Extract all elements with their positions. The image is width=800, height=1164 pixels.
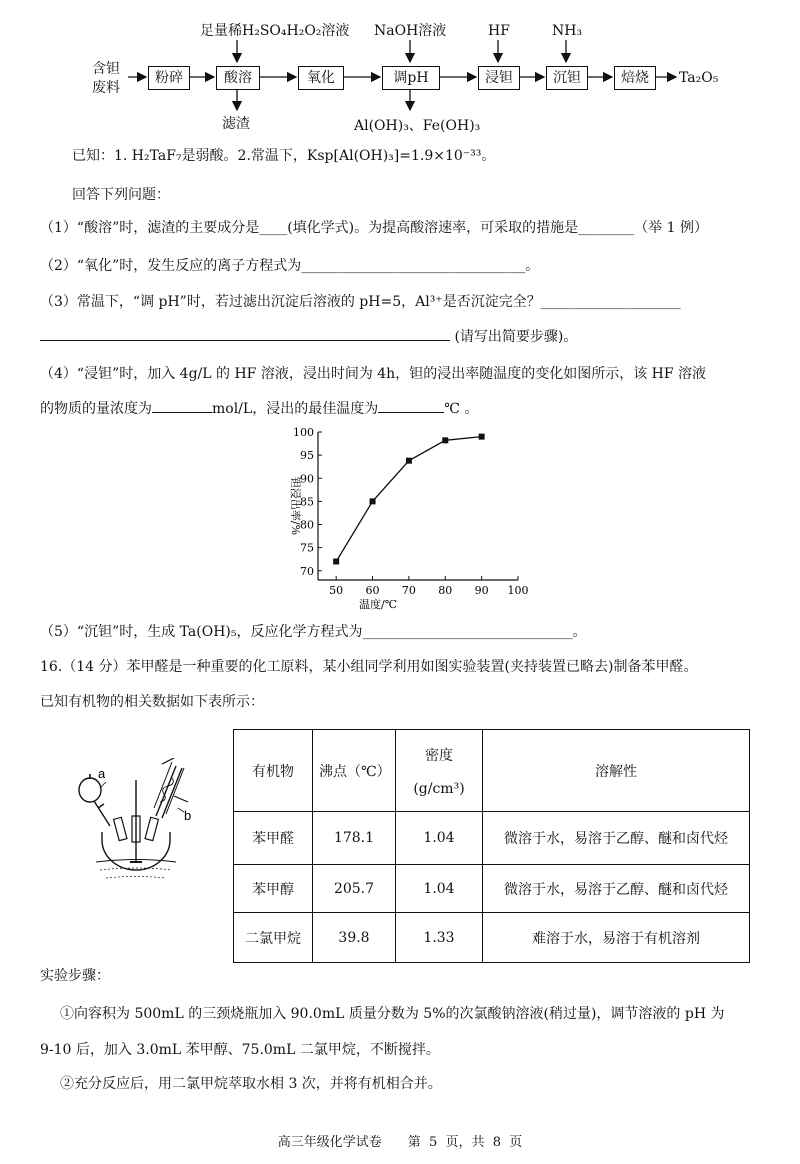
header-solubility: 溶解性 [483,730,750,812]
x-axis-label: 温度/℃ [358,598,398,611]
answer-blank [40,326,450,341]
chart-axes [318,432,518,580]
label-a: a [98,766,106,781]
step-oxidize: 氧化 [298,66,344,90]
question-4-line1: （4）“浸钽”时，加入 4g/L 的 HF 溶液，浸出时间为 4h，钽的浸出率随温度的变化如图所示，该 HF 溶液 [40,366,707,382]
data-point [442,437,448,443]
question-4-text-a: 的物质的量浓度为 [40,401,152,417]
residue-label: 滤渣 [222,116,250,132]
three-neck-flask-apparatus [60,758,210,898]
cell-solubility: 难溶于水，易溶于有机溶剂 [483,913,750,963]
step-1-line1: ①向容积为 500mL 的三颈烧瓶加入 90.0mL 质量分数为 5%的次氯酸钠溶液(稍过量)，调节溶液的 pH 为 [60,1006,725,1022]
header-boiling-point: 沸点（℃） [313,730,396,812]
question-16-line2: 已知有机物的相关数据如下表所示： [40,694,264,710]
product-ta2o5: Ta₂O₅ [679,70,719,86]
cell-density: 1.04 [396,812,483,865]
y-tick-label: 75 [300,541,314,555]
step-2: ②充分反应后，用二氯甲烷萃取水相 3 次，并将有机相合并。 [60,1076,442,1092]
x-tick-label: 90 [474,584,489,597]
x-tick-label: 50 [329,584,344,597]
cell-solubility: 微溶于水，易溶于乙醇、醚和卤代烃 [483,812,750,865]
y-tick-label: 85 [300,495,314,509]
question-4-text-b: mol/L，浸出的最佳温度为 [212,401,379,417]
answer-blank [378,398,444,413]
raw-material-line1: 含钽 [92,61,120,77]
reagent-acid: 足量稀H₂SO₄H₂O₂溶液 [200,23,350,39]
answer-prompt: 回答下列问题： [72,187,170,203]
reagent-naoh: NaOH溶液 [374,23,447,39]
header-density-label: 密度 [425,747,453,764]
table-header-row [234,730,750,812]
question-3-hint: (请写出简要步骤)。 [454,329,578,345]
raw-material-line2: 废料 [92,80,120,96]
steps-title: 实验步骤： [40,968,110,984]
data-point [406,458,412,464]
question-5: （5）“沉钽”时，生成 Ta(OH)₅，反应化学方程式为______________________________。 [40,624,587,640]
cell-compound: 二氯甲烷 [234,913,313,963]
question-16-line1: 16.（14 分）苯甲醛是一种重要的化工原料，某小组同学利用如图实验装置(夹持装置已略去)制备苯甲醛。 [40,659,698,675]
y-tick-label: 90 [300,472,314,486]
series-line [336,437,481,562]
label-b: b [184,808,192,823]
data-point [333,559,339,565]
data-point [370,498,376,504]
known-info: 已知：1. H₂TaF₇是弱酸。2.常温下，Ksp[Al(OH)₃]=1.9×10⁻³³。 [72,148,496,164]
question-3-line2 [40,326,577,347]
step-acid-dissolve: 酸溶 [216,66,260,90]
y-tick-label: 95 [300,449,314,463]
x-tick-label: 100 [507,584,529,597]
x-tick-label: 80 [438,584,453,597]
question-4-text-c: ℃ 。 [444,401,479,417]
cell-solubility: 微溶于水，易溶于乙醇、醚和卤代烃 [483,865,750,913]
step-1-line2: 9-10 后，加入 3.0mL 苯甲醇、75.0mL 二氯甲烷，不断搅拌。 [40,1042,440,1058]
cell-boiling-point: 178.1 [313,812,396,865]
y-tick-label: 80 [300,518,314,532]
leaching-rate-chart [278,420,538,615]
step-adjust-ph: 调pH [382,66,440,90]
table-row [234,812,750,865]
x-tick-label: 70 [401,584,416,597]
y-tick-label: 70 [300,564,314,578]
question-1: （1）“酸溶”时，滤渣的主要成分是____(填化学式)。为提高酸溶速率，可采取的措施是________（举 1 例） [40,220,708,236]
y-tick-label: 100 [293,426,314,439]
question-3-line1: （3）常温下，“调 pH”时，若过滤出沉淀后溶液的 pH=5，Al³⁺是否沉淀完全？____________________ [40,294,681,310]
step-roast: 焙烧 [614,66,656,90]
question-4-line2 [40,398,478,419]
page-footer: 高三年级化学试卷 第 5 页，共 8 页 [277,1135,523,1150]
header-density-unit: (g/cm³) [413,780,465,797]
question-2: （2）“氧化”时，发生反应的离子方程式为________________________________。 [40,258,540,274]
cell-compound: 苯甲醇 [234,865,313,913]
cell-compound: 苯甲醛 [234,812,313,865]
organics-data-table [233,729,750,963]
precipitate-label: Al(OH)₃、Fe(OH)₃ [354,118,481,134]
step-precipitate-ta: 沉钽 [546,66,588,90]
reagent-nh3: NH₃ [552,23,583,39]
y-axis-label: 钽浸出率/% [289,476,302,536]
data-point [479,434,485,440]
table-row [234,865,750,913]
header-compound: 有机物 [234,730,313,812]
answer-blank [152,398,212,413]
step-leach-ta: 浸钽 [478,66,520,90]
chart-ticks [293,426,529,597]
cell-boiling-point: 39.8 [313,913,396,963]
cell-density: 1.04 [396,865,483,913]
cell-density: 1.33 [396,913,483,963]
cell-boiling-point: 205.7 [313,865,396,913]
series-points [333,434,484,565]
reagent-hf: HF [488,23,510,39]
header-density [396,730,483,812]
table-row [234,913,750,963]
x-tick-label: 60 [365,584,380,597]
step-crush: 粉碎 [148,66,190,90]
